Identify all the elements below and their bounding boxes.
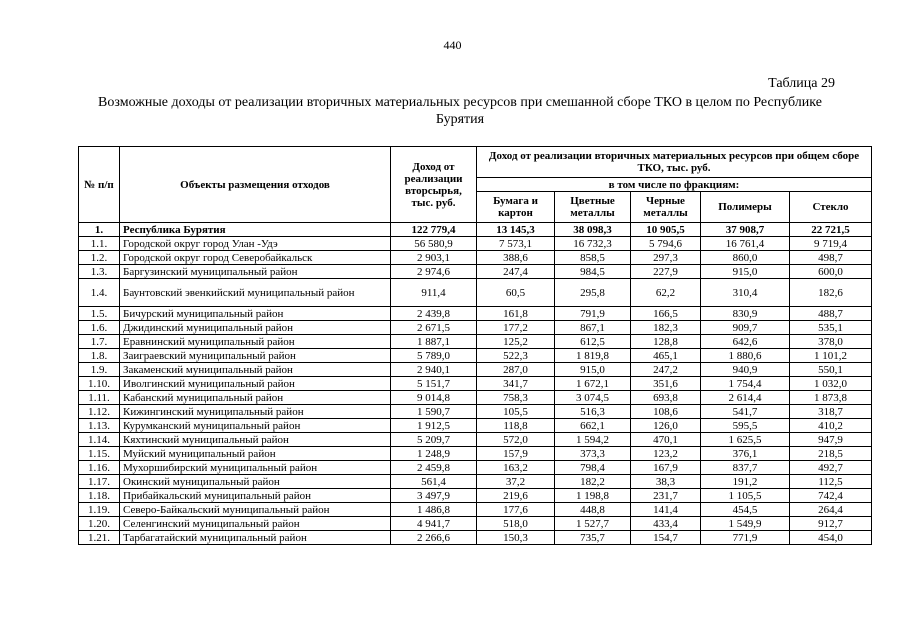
row-income: 3 497,9 [391, 489, 477, 503]
row-income: 2 974,6 [391, 265, 477, 279]
row-num: 1.3. [79, 265, 120, 279]
row-income: 122 779,4 [391, 223, 477, 237]
row-name: Окинский муниципальный район [120, 475, 391, 489]
row-num: 1.2. [79, 251, 120, 265]
row-name: Кяхтинский муниципальный район [120, 433, 391, 447]
row-glass: 550,1 [790, 363, 872, 377]
row-ferrous: 141,4 [631, 503, 701, 517]
row-num: 1. [79, 223, 120, 237]
row-name: Тарбагатайский муниципальный район [120, 531, 391, 545]
row-nonferrous: 1 198,8 [555, 489, 631, 503]
row-num: 1.5. [79, 307, 120, 321]
row-income: 2 439,8 [391, 307, 477, 321]
row-name: Городской округ город Улан -Удэ [120, 237, 391, 251]
row-nonferrous: 867,1 [555, 321, 631, 335]
row-glass: 488,7 [790, 307, 872, 321]
row-ferrous: 182,3 [631, 321, 701, 335]
row-num: 1.15. [79, 447, 120, 461]
row-paper: 388,6 [477, 251, 555, 265]
row-polymers: 2 614,4 [701, 391, 790, 405]
table-title: Возможные доходы от реализации вторичных материальных ресурсов при смешанной сборе ТКО в целом по Республике Бурятия [98, 95, 822, 127]
row-nonferrous: 791,9 [555, 307, 631, 321]
table-row [79, 503, 872, 517]
row-paper: 177,2 [477, 321, 555, 335]
table-row [79, 419, 872, 433]
row-nonferrous: 295,8 [555, 279, 631, 307]
row-num: 1.4. [79, 279, 120, 307]
row-income: 5 151,7 [391, 377, 477, 391]
row-name: Баунтовский эвенкийский муниципальный район [120, 279, 391, 307]
row-ferrous: 351,6 [631, 377, 701, 391]
row-ferrous: 470,1 [631, 433, 701, 447]
row-income: 1 248,9 [391, 447, 477, 461]
table-row [79, 237, 872, 251]
row-income: 1 912,5 [391, 419, 477, 433]
row-nonferrous: 662,1 [555, 419, 631, 433]
table-row [79, 391, 872, 405]
row-ferrous: 166,5 [631, 307, 701, 321]
row-polymers: 37 908,7 [701, 223, 790, 237]
row-num: 1.18. [79, 489, 120, 503]
row-name: Баргузинский муниципальный район [120, 265, 391, 279]
row-ferrous: 465,1 [631, 349, 701, 363]
row-paper: 60,5 [477, 279, 555, 307]
row-name: Джидинский муниципальный район [120, 321, 391, 335]
row-polymers: 310,4 [701, 279, 790, 307]
row-polymers: 1 754,4 [701, 377, 790, 391]
header-num: № п/п [79, 147, 120, 223]
table-row [79, 405, 872, 419]
row-nonferrous: 1 672,1 [555, 377, 631, 391]
row-glass: 378,0 [790, 335, 872, 349]
row-glass: 410,2 [790, 419, 872, 433]
row-name: Северо-Байкальский муниципальный район [120, 503, 391, 517]
row-paper: 7 573,1 [477, 237, 555, 251]
row-ferrous: 154,7 [631, 531, 701, 545]
row-income: 9 014,8 [391, 391, 477, 405]
table-row [79, 433, 872, 447]
row-glass: 535,1 [790, 321, 872, 335]
row-glass: 218,5 [790, 447, 872, 461]
table-row [79, 531, 872, 545]
row-num: 1.20. [79, 517, 120, 531]
row-nonferrous: 516,3 [555, 405, 631, 419]
income-table [78, 146, 872, 545]
row-paper: 572,0 [477, 433, 555, 447]
row-paper: 287,0 [477, 363, 555, 377]
row-ferrous: 227,9 [631, 265, 701, 279]
row-name: Заиграевский муниципальный район [120, 349, 391, 363]
row-income: 2 671,5 [391, 321, 477, 335]
row-paper: 105,5 [477, 405, 555, 419]
row-paper: 157,9 [477, 447, 555, 461]
row-polymers: 771,9 [701, 531, 790, 545]
row-name: Иволгинский муниципальный район [120, 377, 391, 391]
row-income: 56 580,9 [391, 237, 477, 251]
row-ferrous: 126,0 [631, 419, 701, 433]
row-name: Кижингинский муниципальный район [120, 405, 391, 419]
table-row [79, 307, 872, 321]
row-nonferrous: 858,5 [555, 251, 631, 265]
row-polymers: 454,5 [701, 503, 790, 517]
table-row [79, 335, 872, 349]
row-income: 2 903,1 [391, 251, 477, 265]
row-polymers: 915,0 [701, 265, 790, 279]
row-nonferrous: 1 819,8 [555, 349, 631, 363]
row-polymers: 1 880,6 [701, 349, 790, 363]
table-row [79, 349, 872, 363]
row-ferrous: 128,8 [631, 335, 701, 349]
row-name: Прибайкальский муниципальный район [120, 489, 391, 503]
row-polymers: 830,9 [701, 307, 790, 321]
row-income: 561,4 [391, 475, 477, 489]
row-polymers: 16 761,4 [701, 237, 790, 251]
row-glass: 264,4 [790, 503, 872, 517]
header-income: Доход от реализации вторсырья, тыс. руб. [391, 147, 477, 223]
row-ferrous: 38,3 [631, 475, 701, 489]
row-ferrous: 123,2 [631, 447, 701, 461]
table-row [79, 377, 872, 391]
row-paper: 247,4 [477, 265, 555, 279]
row-income: 2 940,1 [391, 363, 477, 377]
row-name: Еравнинский муниципальный район [120, 335, 391, 349]
header-glass: Стекло [790, 192, 872, 223]
row-name: Курумканский муниципальный район [120, 419, 391, 433]
row-paper: 522,3 [477, 349, 555, 363]
row-num: 1.21. [79, 531, 120, 545]
row-name: Кабанский муниципальный район [120, 391, 391, 405]
table-row [79, 447, 872, 461]
row-income: 1 887,1 [391, 335, 477, 349]
table-row [79, 279, 872, 307]
row-ferrous: 693,8 [631, 391, 701, 405]
row-paper: 150,3 [477, 531, 555, 545]
row-nonferrous: 3 074,5 [555, 391, 631, 405]
row-polymers: 1 105,5 [701, 489, 790, 503]
row-ferrous: 297,3 [631, 251, 701, 265]
table-row [79, 363, 872, 377]
row-ferrous: 247,2 [631, 363, 701, 377]
header-group: Доход от реализации вторичных материальных ресурсов при общем сборе ТКО, тыс. руб. [477, 147, 872, 178]
row-glass: 1 101,2 [790, 349, 872, 363]
row-paper: 118,8 [477, 419, 555, 433]
header-subgroup: в том числе по фракциям: [477, 178, 872, 192]
row-num: 1.11. [79, 391, 120, 405]
table-row [79, 461, 872, 475]
row-glass: 742,4 [790, 489, 872, 503]
row-nonferrous: 1 527,7 [555, 517, 631, 531]
row-nonferrous: 373,3 [555, 447, 631, 461]
row-ferrous: 5 794,6 [631, 237, 701, 251]
row-polymers: 1 625,5 [701, 433, 790, 447]
row-name: Селенгинский муниципальный район [120, 517, 391, 531]
row-polymers: 860,0 [701, 251, 790, 265]
row-income: 1 486,8 [391, 503, 477, 517]
row-polymers: 837,7 [701, 461, 790, 475]
table-row [79, 517, 872, 531]
row-num: 1.12. [79, 405, 120, 419]
row-glass: 1 873,8 [790, 391, 872, 405]
row-glass: 498,7 [790, 251, 872, 265]
row-nonferrous: 735,7 [555, 531, 631, 545]
header-paper: Бумага и картон [477, 192, 555, 223]
row-glass: 492,7 [790, 461, 872, 475]
row-glass: 22 721,5 [790, 223, 872, 237]
row-nonferrous: 448,8 [555, 503, 631, 517]
row-polymers: 642,6 [701, 335, 790, 349]
row-num: 1.14. [79, 433, 120, 447]
row-num: 1.13. [79, 419, 120, 433]
row-num: 1.16. [79, 461, 120, 475]
row-paper: 163,2 [477, 461, 555, 475]
row-paper: 37,2 [477, 475, 555, 489]
row-paper: 125,2 [477, 335, 555, 349]
row-glass: 912,7 [790, 517, 872, 531]
row-polymers: 909,7 [701, 321, 790, 335]
row-income: 5 789,0 [391, 349, 477, 363]
row-num: 1.19. [79, 503, 120, 517]
row-polymers: 376,1 [701, 447, 790, 461]
row-paper: 341,7 [477, 377, 555, 391]
row-nonferrous: 798,4 [555, 461, 631, 475]
table-row [79, 321, 872, 335]
header-nonferrous: Цветные металлы [555, 192, 631, 223]
row-name: Мухоршибирский муниципальный район [120, 461, 391, 475]
table-row [79, 223, 872, 237]
row-ferrous: 62,2 [631, 279, 701, 307]
row-income: 2 459,8 [391, 461, 477, 475]
row-ferrous: 231,7 [631, 489, 701, 503]
row-paper: 13 145,3 [477, 223, 555, 237]
row-nonferrous: 38 098,3 [555, 223, 631, 237]
row-polymers: 1 549,9 [701, 517, 790, 531]
header-object: Объекты размещения отходов [120, 147, 391, 223]
row-nonferrous: 182,2 [555, 475, 631, 489]
row-ferrous: 167,9 [631, 461, 701, 475]
row-ferrous: 108,6 [631, 405, 701, 419]
row-glass: 600,0 [790, 265, 872, 279]
row-name: Закаменский муниципальный район [120, 363, 391, 377]
row-income: 5 209,7 [391, 433, 477, 447]
row-income: 911,4 [391, 279, 477, 307]
row-glass: 318,7 [790, 405, 872, 419]
row-glass: 1 032,0 [790, 377, 872, 391]
row-nonferrous: 915,0 [555, 363, 631, 377]
row-glass: 947,9 [790, 433, 872, 447]
row-name: Муйский муниципальный район [120, 447, 391, 461]
row-nonferrous: 16 732,3 [555, 237, 631, 251]
header-polymers: Полимеры [701, 192, 790, 223]
row-name: Бичурский муниципальный район [120, 307, 391, 321]
row-polymers: 541,7 [701, 405, 790, 419]
row-glass: 182,6 [790, 279, 872, 307]
row-num: 1.10. [79, 377, 120, 391]
page-number: 440 [443, 38, 462, 52]
row-polymers: 595,5 [701, 419, 790, 433]
row-num: 1.9. [79, 363, 120, 377]
row-name: Республика Бурятия [120, 223, 391, 237]
row-num: 1.6. [79, 321, 120, 335]
row-polymers: 940,9 [701, 363, 790, 377]
table-row [79, 475, 872, 489]
table-row [79, 265, 872, 279]
row-paper: 177,6 [477, 503, 555, 517]
row-nonferrous: 984,5 [555, 265, 631, 279]
table-row [79, 489, 872, 503]
row-ferrous: 10 905,5 [631, 223, 701, 237]
row-num: 1.17. [79, 475, 120, 489]
row-name: Городской округ город Северобайкальск [120, 251, 391, 265]
table-label: Таблица 29 [768, 76, 835, 91]
row-polymers: 191,2 [701, 475, 790, 489]
row-paper: 161,8 [477, 307, 555, 321]
row-num: 1.8. [79, 349, 120, 363]
row-glass: 9 719,4 [790, 237, 872, 251]
row-glass: 112,5 [790, 475, 872, 489]
table-row [79, 251, 872, 265]
row-income: 4 941,7 [391, 517, 477, 531]
row-paper: 219,6 [477, 489, 555, 503]
row-nonferrous: 1 594,2 [555, 433, 631, 447]
row-num: 1.1. [79, 237, 120, 251]
row-income: 2 266,6 [391, 531, 477, 545]
row-paper: 758,3 [477, 391, 555, 405]
row-glass: 454,0 [790, 531, 872, 545]
row-nonferrous: 612,5 [555, 335, 631, 349]
row-num: 1.7. [79, 335, 120, 349]
header-ferrous: Черные металлы [631, 192, 701, 223]
row-income: 1 590,7 [391, 405, 477, 419]
row-ferrous: 433,4 [631, 517, 701, 531]
row-paper: 518,0 [477, 517, 555, 531]
